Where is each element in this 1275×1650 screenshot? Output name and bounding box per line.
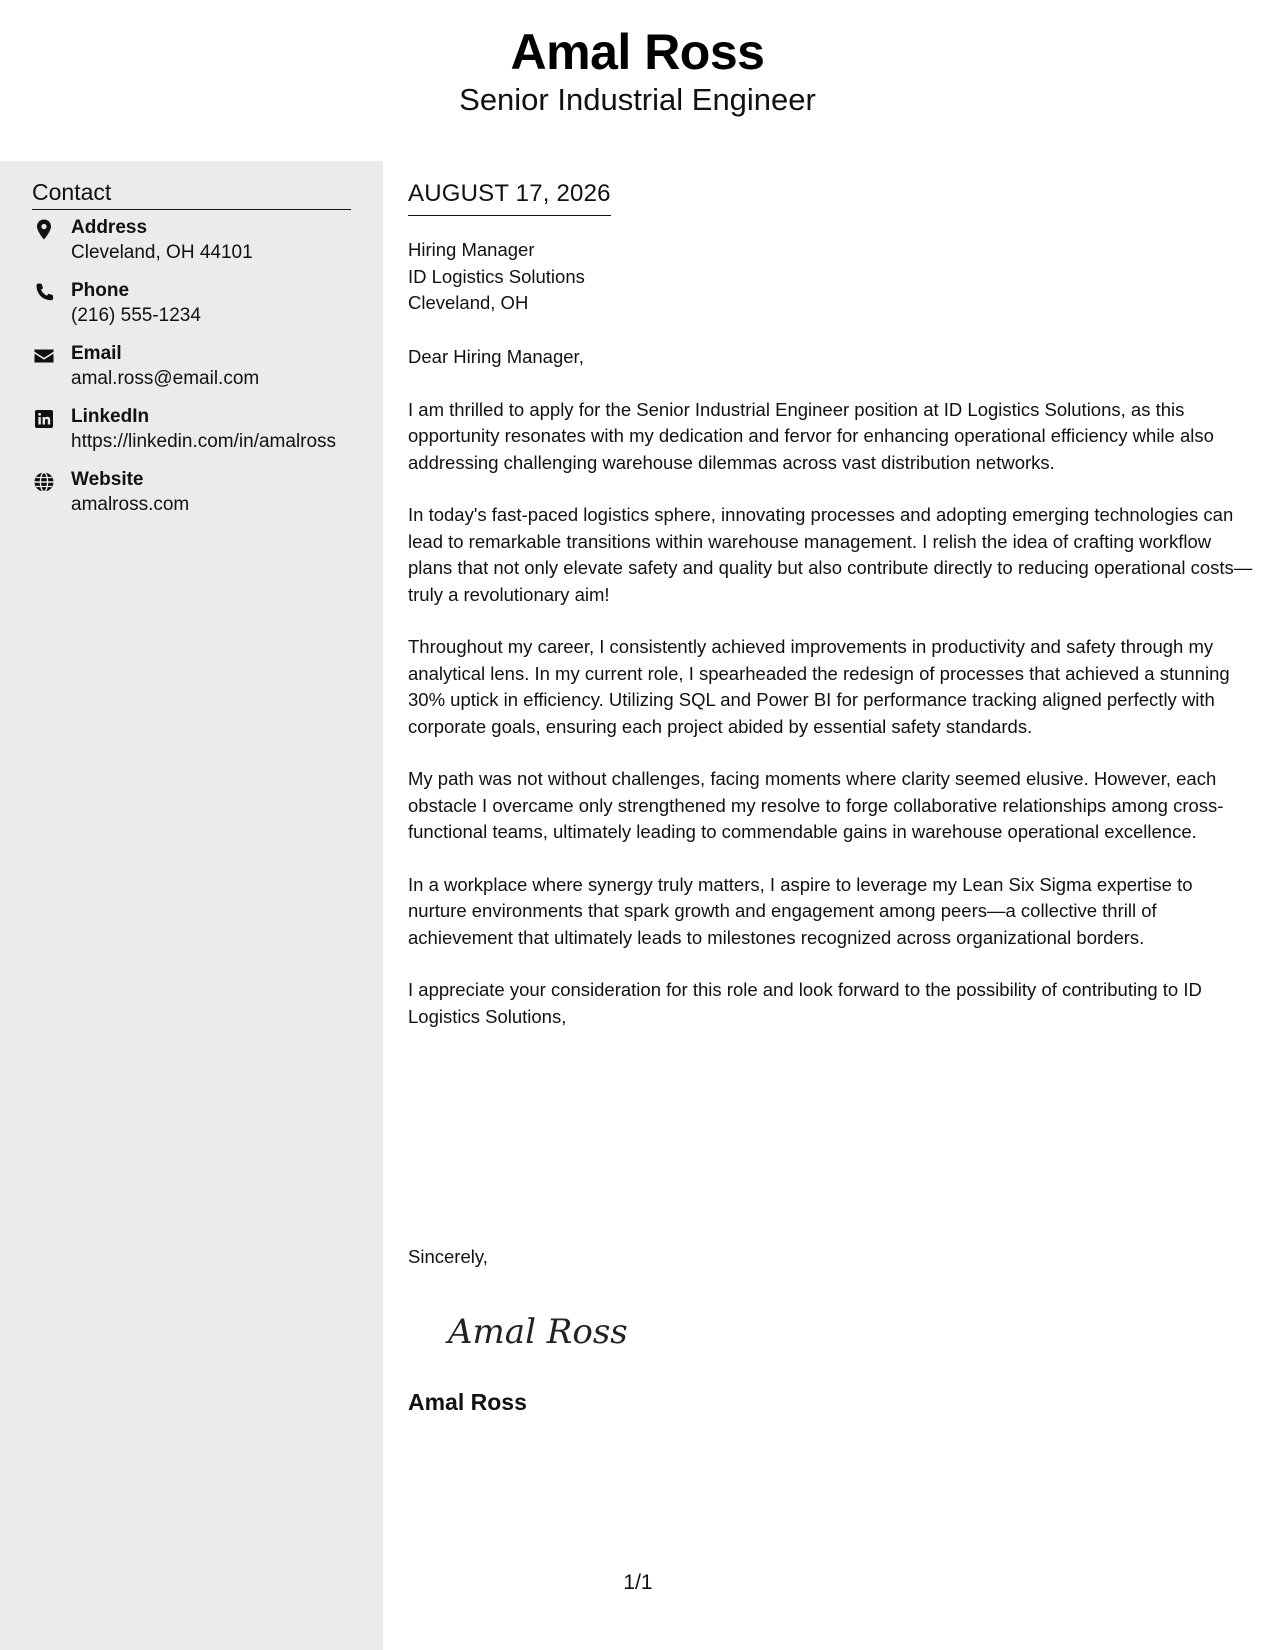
letter-date: AUGUST 17, 2026	[408, 179, 611, 216]
letter-paragraph: Throughout my career, I consistently achieved improvements in productivity and safety through my analytical lens. In my current role, I spearheaded the redesign of processes that achieved a stunning 30% uptick in efficiency. Utilizing SQL and Power BI for performance tracking aligned perfectly with corporate goals, ensuring each project abided by essential safety standards.	[408, 636, 1230, 737]
website-value[interactable]: amalross.com	[71, 494, 190, 515]
email-value: amal.ross@email.com	[71, 368, 260, 389]
recipient-block	[408, 237, 585, 317]
phone-icon	[32, 281, 56, 305]
recipient-line: Hiring Manager	[408, 239, 535, 260]
page-number: 1/1	[623, 1571, 653, 1594]
letter-paragraph: In a workplace where synergy truly matters, I aspire to leverage my Lean Six Sigma expertise to nurture environments that spark growth and engagement among peers—a collective thrill of achievement that ultimately leads to milestones recognized across organizational borders.	[408, 873, 1193, 948]
svg-text:Amal Ross: Amal Ross	[448, 1312, 628, 1352]
phone-value: (216) 555-1234	[71, 305, 201, 326]
address-label: Address	[71, 217, 148, 238]
greeting: Dear Hiring Manager,	[408, 346, 584, 367]
linkedin-icon	[32, 407, 56, 431]
letter-paragraph: In today's fast-paced logistics sphere, innovating processes and adopting emerging technologies can lead to remarkable transitions within warehouse management. I relish the idea of crafting workflow plans that not only elevate safety and quality but also contribute directly to reducing operational costs—truly a revolutionary aim!	[408, 504, 1253, 605]
letter-paragraph: I am thrilled to apply for the Senior Industrial Engineer position at ID Logistics Solutions, as this opportunity resonates with my dedication and fervor for enhancing operational efficiency while also addressing challenging warehouse dilemmas across vast distribution networks.	[408, 398, 1214, 473]
signer-name: Amal Ross	[408, 1389, 527, 1415]
phone-label: Phone	[71, 280, 130, 301]
recipient-line: ID Logistics Solutions	[408, 265, 585, 287]
applicant-title: Senior Industrial Engineer	[459, 82, 816, 117]
linkedin-label: LinkedIn	[71, 406, 150, 427]
letter-paragraph: My path was not without challenges, facing moments where clarity seemed elusive. However, each obstacle I overcame only strengthened my resolve to forge collaborative relationships among cross-functional teams, ultimately leading to commendable gains in warehouse operational excellence.	[408, 768, 1224, 842]
linkedin-value[interactable]: https://linkedin.com/in/amalross	[71, 431, 337, 452]
globe-icon	[32, 470, 56, 494]
contact-heading: Contact	[32, 177, 351, 210]
envelope-icon	[32, 344, 56, 368]
email-label: Email	[71, 343, 122, 364]
handwritten-signature	[444, 1301, 644, 1361]
closing: Sincerely,	[408, 1246, 488, 1267]
address-value: Cleveland, OH 44101	[71, 242, 253, 263]
letter-text	[408, 344, 1253, 1056]
map-pin-icon	[32, 218, 56, 242]
recipient-line: Cleveland, OH	[408, 292, 529, 313]
letter-paragraph: I appreciate your consideration for this role and look forward to the possibility of contributing to ID Logistics Solutions,	[408, 979, 1202, 1027]
applicant-name: Amal Ross	[510, 24, 765, 80]
letter-header	[0, 0, 1275, 161]
contact-sidebar	[0, 161, 383, 1650]
website-label: Website	[71, 469, 144, 490]
